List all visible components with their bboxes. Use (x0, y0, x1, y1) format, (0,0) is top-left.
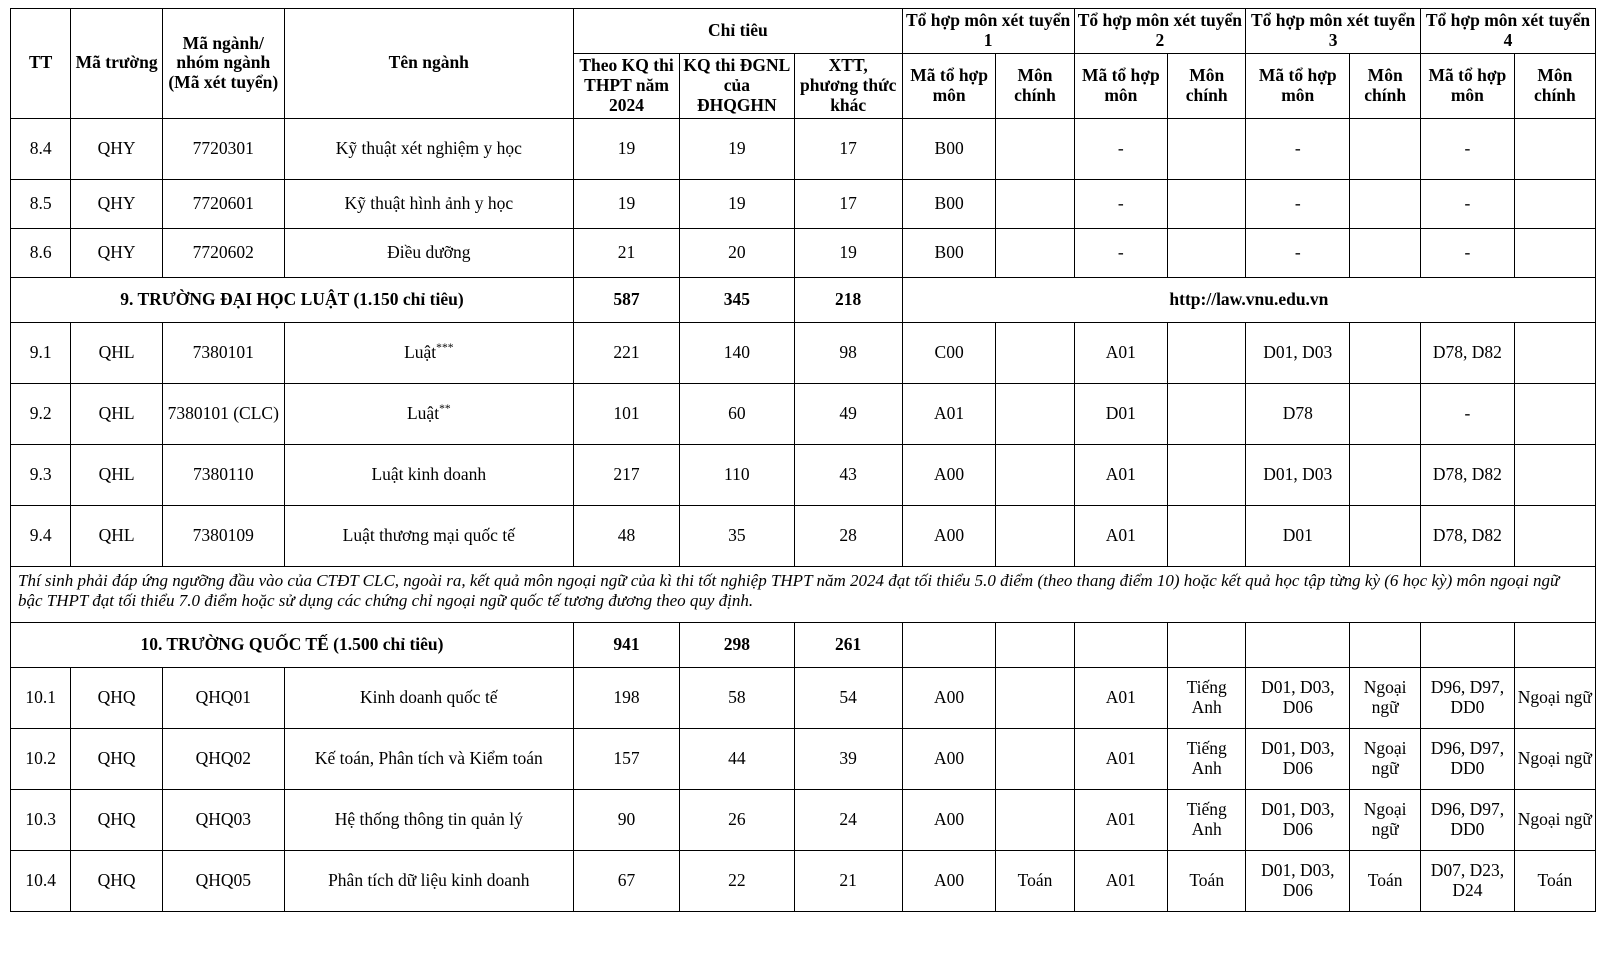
cell-tt: 10.3 (11, 789, 71, 850)
cell-combo1-main (996, 444, 1074, 505)
table-row (11, 667, 1596, 728)
cell-combo3-main (1350, 179, 1421, 228)
cell-combo4-main (1514, 179, 1595, 228)
cell-combo2-main (1168, 383, 1246, 444)
cell-major-name: Kỹ thuật hình ảnh y học (284, 179, 573, 228)
cell-quota-xtt: 39 (794, 728, 902, 789)
cell-combo4-main (1514, 118, 1595, 179)
cell-tt: 9.1 (11, 322, 71, 383)
footnote-marker: *** (436, 342, 454, 355)
cell-major-name: Luật kinh doanh (284, 444, 573, 505)
section-empty-cell (1168, 622, 1246, 667)
cell-combo2-code: A01 (1074, 850, 1168, 911)
table-row (11, 728, 1596, 789)
cell-combo1-main (996, 505, 1074, 566)
cell-combo4-code: - (1421, 228, 1515, 277)
header-major-name: Tên ngành (284, 9, 573, 119)
cell-combo3-code: D01, D03 (1246, 322, 1350, 383)
cell-combo1-code: A00 (902, 505, 996, 566)
cell-school-code: QHL (71, 444, 163, 505)
cell-combo4-main: Toán (1514, 850, 1595, 911)
cell-major-name: Luật** (284, 383, 573, 444)
cell-combo3-main (1350, 444, 1421, 505)
cell-school-code: QHL (71, 383, 163, 444)
cell-major-name: Luật*** (284, 322, 573, 383)
cell-combo1-code: B00 (902, 179, 996, 228)
cell-tt: 9.4 (11, 505, 71, 566)
cell-quota-thpt: 221 (573, 322, 679, 383)
header-school-code: Mã trường (71, 9, 163, 119)
cell-school-code: QHL (71, 505, 163, 566)
cell-quota-thpt: 21 (573, 228, 679, 277)
cell-school-code: QHL (71, 322, 163, 383)
cell-major-code: 7380110 (162, 444, 284, 505)
cell-combo3-code: - (1246, 228, 1350, 277)
cell-combo2-main: Toán (1168, 850, 1246, 911)
section-quota-dgnl: 345 (680, 277, 794, 322)
cell-combo2-main (1168, 444, 1246, 505)
cell-combo1-main (996, 789, 1074, 850)
section-quota-thpt: 587 (573, 277, 679, 322)
cell-quota-thpt: 19 (573, 118, 679, 179)
cell-school-code: QHQ (71, 667, 163, 728)
cell-quota-xtt: 49 (794, 383, 902, 444)
cell-quota-thpt: 101 (573, 383, 679, 444)
cell-combo2-main (1168, 179, 1246, 228)
cell-quota-thpt: 157 (573, 728, 679, 789)
cell-quota-dgnl: 19 (680, 118, 794, 179)
cell-quota-dgnl: 110 (680, 444, 794, 505)
cell-combo2-code: - (1074, 118, 1168, 179)
header-combo4-main: Môn chính (1514, 53, 1595, 118)
cell-quota-xtt: 17 (794, 118, 902, 179)
cell-combo3-main: Ngoại ngữ (1350, 728, 1421, 789)
cell-combo2-main (1168, 322, 1246, 383)
header-combo3-main: Môn chính (1350, 53, 1421, 118)
cell-combo3-main: Toán (1350, 850, 1421, 911)
cell-combo1-code: A00 (902, 789, 996, 850)
cell-combo2-code: A01 (1074, 322, 1168, 383)
cell-major-name: Phân tích dữ liệu kinh doanh (284, 850, 573, 911)
section-quota-xtt: 218 (794, 277, 902, 322)
cell-combo1-code: A00 (902, 667, 996, 728)
cell-combo4-main (1514, 505, 1595, 566)
cell-major-code: QHQ05 (162, 850, 284, 911)
cell-combo1-code: B00 (902, 118, 996, 179)
cell-combo4-main (1514, 383, 1595, 444)
cell-quota-xtt: 19 (794, 228, 902, 277)
cell-major-name: Điều dưỡng (284, 228, 573, 277)
cell-combo1-code: B00 (902, 228, 996, 277)
cell-tt: 8.4 (11, 118, 71, 179)
section-website-link: http://law.vnu.edu.vn (902, 277, 1595, 322)
cell-combo4-code: - (1421, 383, 1515, 444)
cell-tt: 9.3 (11, 444, 71, 505)
cell-combo1-main: Toán (996, 850, 1074, 911)
admissions-table (10, 8, 1596, 912)
table-row (11, 789, 1596, 850)
header-major-code: Mã ngành/ nhóm ngành (Mã xét tuyển) (162, 9, 284, 119)
cell-combo3-code: D78 (1246, 383, 1350, 444)
cell-major-code: 7720601 (162, 179, 284, 228)
cell-combo3-main (1350, 322, 1421, 383)
cell-quota-thpt: 217 (573, 444, 679, 505)
table-row (11, 444, 1596, 505)
cell-major-name: Luật thương mại quốc tế (284, 505, 573, 566)
header-combo1-main: Môn chính (996, 53, 1074, 118)
cell-quota-xtt: 24 (794, 789, 902, 850)
cell-combo2-main: Tiếng Anh (1168, 667, 1246, 728)
section-header-row (11, 622, 1596, 667)
header-combo-4: Tổ hợp môn xét tuyển 4 (1421, 9, 1596, 54)
header-tt: TT (11, 9, 71, 119)
table-header (11, 9, 1596, 119)
cell-combo4-code: - (1421, 118, 1515, 179)
cell-combo2-code: - (1074, 179, 1168, 228)
table-row (11, 322, 1596, 383)
cell-major-code: 7380109 (162, 505, 284, 566)
table-row (11, 118, 1596, 179)
cell-combo1-main (996, 179, 1074, 228)
cell-combo3-code: D01, D03, D06 (1246, 667, 1350, 728)
cell-quota-thpt: 90 (573, 789, 679, 850)
cell-combo4-main: Ngoại ngữ (1514, 667, 1595, 728)
cell-quota-dgnl: 60 (680, 383, 794, 444)
cell-school-code: QHQ (71, 789, 163, 850)
header-quota-dgnl: KQ thi ĐGNL của ĐHQGHN (680, 53, 794, 118)
cell-quota-dgnl: 19 (680, 179, 794, 228)
cell-combo4-code: D96, D97, DD0 (1421, 728, 1515, 789)
section-title: 9. TRƯỜNG ĐẠI HỌC LUẬT (1.150 chỉ tiêu) (11, 277, 574, 322)
cell-combo3-code: - (1246, 118, 1350, 179)
section-quota-xtt: 261 (794, 622, 902, 667)
header-combo-1: Tổ hợp môn xét tuyển 1 (902, 9, 1074, 54)
cell-combo2-main: Tiếng Anh (1168, 789, 1246, 850)
section-quota-dgnl: 298 (680, 622, 794, 667)
cell-school-code: QHY (71, 179, 163, 228)
header-combo-2: Tổ hợp môn xét tuyển 2 (1074, 9, 1246, 54)
footnote-text: Thí sinh phải đáp ứng ngưỡng đầu vào của CTĐT CLC, ngoài ra, kết quả môn ngoại ngữ của kì thi tốt nghiệp THPT năm 2024 đạt tối thiểu 5.0 điểm (theo thang điểm 10) hoặc kết quả học tập từng kỳ (6 học kỳ) môn ngoại ngữ bậc THPT đạt tối thiểu 7.0 điểm hoặc sử dụng các chứng chỉ ngoại ngữ quốc tế tương đương theo quy định. (11, 566, 1596, 622)
cell-combo4-code: - (1421, 179, 1515, 228)
section-empty-cell (902, 622, 996, 667)
cell-quota-thpt: 198 (573, 667, 679, 728)
cell-combo4-main (1514, 322, 1595, 383)
section-quota-thpt: 941 (573, 622, 679, 667)
cell-combo4-code: D78, D82 (1421, 505, 1515, 566)
cell-school-code: QHQ (71, 850, 163, 911)
cell-combo3-code: D01, D03 (1246, 444, 1350, 505)
cell-tt: 10.1 (11, 667, 71, 728)
cell-quota-dgnl: 20 (680, 228, 794, 277)
cell-combo2-code: A01 (1074, 444, 1168, 505)
cell-combo2-main (1168, 118, 1246, 179)
cell-combo4-code: D96, D97, DD0 (1421, 789, 1515, 850)
cell-combo1-main (996, 667, 1074, 728)
cell-combo1-main (996, 118, 1074, 179)
table-row (11, 228, 1596, 277)
footnote-marker: ** (439, 403, 451, 416)
cell-major-code: 7380101 (CLC) (162, 383, 284, 444)
header-combo1-code: Mã tổ hợp môn (902, 53, 996, 118)
table-row (11, 505, 1596, 566)
cell-combo1-code: A00 (902, 444, 996, 505)
cell-major-code: QHQ02 (162, 728, 284, 789)
cell-quota-xtt: 98 (794, 322, 902, 383)
cell-tt: 9.2 (11, 383, 71, 444)
table-body (11, 118, 1596, 911)
cell-major-name: Hệ thống thông tin quản lý (284, 789, 573, 850)
cell-combo4-code: D07, D23, D24 (1421, 850, 1515, 911)
cell-combo3-main (1350, 118, 1421, 179)
cell-quota-xtt: 17 (794, 179, 902, 228)
cell-quota-thpt: 19 (573, 179, 679, 228)
cell-quota-xtt: 43 (794, 444, 902, 505)
cell-combo2-code: A01 (1074, 789, 1168, 850)
table-row (11, 850, 1596, 911)
cell-tt: 8.5 (11, 179, 71, 228)
cell-combo1-code: C00 (902, 322, 996, 383)
cell-major-code: 7380101 (162, 322, 284, 383)
cell-combo4-code: D78, D82 (1421, 444, 1515, 505)
cell-combo3-code: - (1246, 179, 1350, 228)
table-row (11, 179, 1596, 228)
cell-quota-dgnl: 58 (680, 667, 794, 728)
header-combo2-code: Mã tổ hợp môn (1074, 53, 1168, 118)
cell-combo3-code: D01, D03, D06 (1246, 728, 1350, 789)
cell-combo3-main: Ngoại ngữ (1350, 667, 1421, 728)
cell-school-code: QHY (71, 118, 163, 179)
section-empty-cell (1350, 622, 1421, 667)
cell-combo2-code: D01 (1074, 383, 1168, 444)
header-combo4-code: Mã tổ hợp môn (1421, 53, 1515, 118)
table-row (11, 383, 1596, 444)
cell-major-name: Kinh doanh quốc tế (284, 667, 573, 728)
header-combo2-main: Môn chính (1168, 53, 1246, 118)
cell-school-code: QHQ (71, 728, 163, 789)
cell-combo2-code: A01 (1074, 667, 1168, 728)
section-empty-cell (1246, 622, 1350, 667)
cell-school-code: QHY (71, 228, 163, 277)
cell-major-code: 7720301 (162, 118, 284, 179)
cell-tt: 10.4 (11, 850, 71, 911)
cell-combo4-main: Ngoại ngữ (1514, 728, 1595, 789)
cell-quota-dgnl: 22 (680, 850, 794, 911)
cell-combo3-code: D01 (1246, 505, 1350, 566)
cell-quota-dgnl: 44 (680, 728, 794, 789)
cell-major-code: QHQ03 (162, 789, 284, 850)
cell-quota-thpt: 67 (573, 850, 679, 911)
cell-major-code: QHQ01 (162, 667, 284, 728)
cell-major-name: Kế toán, Phân tích và Kiểm toán (284, 728, 573, 789)
cell-quota-dgnl: 35 (680, 505, 794, 566)
cell-combo3-main (1350, 505, 1421, 566)
cell-quota-xtt: 21 (794, 850, 902, 911)
cell-quota-xtt: 28 (794, 505, 902, 566)
footnote-row (11, 566, 1596, 622)
section-empty-cell (1421, 622, 1515, 667)
cell-combo1-code: A01 (902, 383, 996, 444)
cell-combo4-code: D96, D97, DD0 (1421, 667, 1515, 728)
cell-quota-dgnl: 26 (680, 789, 794, 850)
cell-major-code: 7720602 (162, 228, 284, 277)
cell-combo1-main (996, 228, 1074, 277)
cell-quota-dgnl: 140 (680, 322, 794, 383)
cell-combo4-code: D78, D82 (1421, 322, 1515, 383)
cell-major-name: Kỹ thuật xét nghiệm y học (284, 118, 573, 179)
section-header-row (11, 277, 1596, 322)
header-combo3-code: Mã tổ hợp môn (1246, 53, 1350, 118)
cell-tt: 8.6 (11, 228, 71, 277)
cell-combo4-main (1514, 444, 1595, 505)
header-quota-xtt: XTT, phương thức khác (794, 53, 902, 118)
header-quota-thpt: Theo KQ thi THPT năm 2024 (573, 53, 679, 118)
cell-combo1-code: A00 (902, 850, 996, 911)
cell-combo4-main: Ngoại ngữ (1514, 789, 1595, 850)
cell-combo1-main (996, 728, 1074, 789)
cell-combo1-main (996, 322, 1074, 383)
cell-tt: 10.2 (11, 728, 71, 789)
cell-combo2-code: A01 (1074, 728, 1168, 789)
cell-combo4-main (1514, 228, 1595, 277)
header-quota-group: Chỉ tiêu (573, 9, 902, 54)
cell-quota-xtt: 54 (794, 667, 902, 728)
cell-combo3-code: D01, D03, D06 (1246, 789, 1350, 850)
cell-combo3-code: D01, D03, D06 (1246, 850, 1350, 911)
cell-combo1-main (996, 383, 1074, 444)
section-empty-cell (996, 622, 1074, 667)
cell-quota-thpt: 48 (573, 505, 679, 566)
cell-combo3-main: Ngoại ngữ (1350, 789, 1421, 850)
cell-combo1-code: A00 (902, 728, 996, 789)
cell-combo2-main (1168, 228, 1246, 277)
cell-combo2-code: - (1074, 228, 1168, 277)
cell-combo2-code: A01 (1074, 505, 1168, 566)
header-combo-3: Tổ hợp môn xét tuyển 3 (1246, 9, 1421, 54)
cell-combo3-main (1350, 383, 1421, 444)
section-empty-cell (1514, 622, 1595, 667)
section-empty-cell (1074, 622, 1168, 667)
cell-combo2-main (1168, 505, 1246, 566)
cell-combo2-main: Tiếng Anh (1168, 728, 1246, 789)
section-title: 10. TRƯỜNG QUỐC TẾ (1.500 chỉ tiêu) (11, 622, 574, 667)
cell-combo3-main (1350, 228, 1421, 277)
